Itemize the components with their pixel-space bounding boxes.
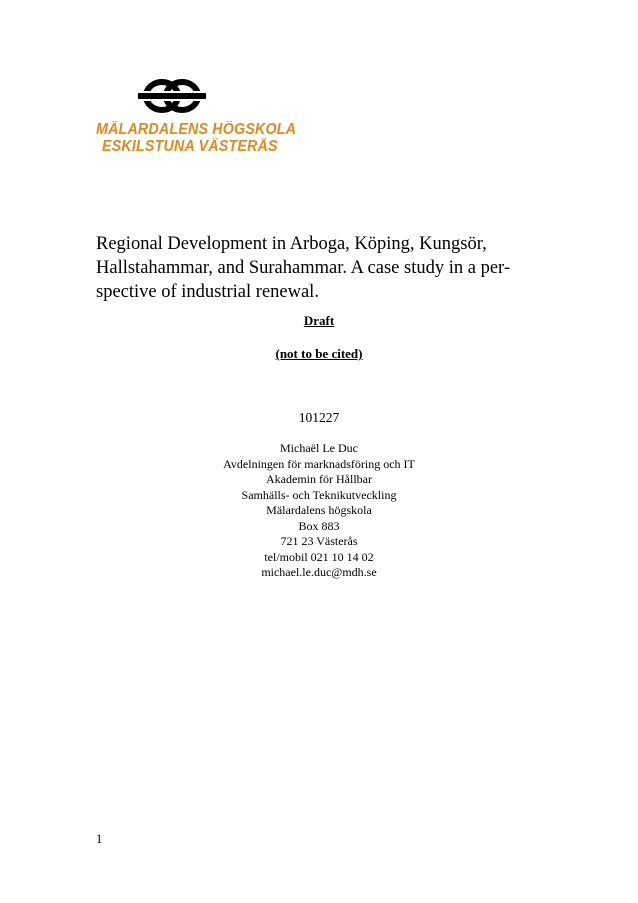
logo-text-line-2: ESKILSTUNA VÄSTERÅS bbox=[102, 138, 278, 155]
document-title: Regional Development in Arboga, Köping, Kungsör, Hallstahammar, and Surahammar. A case study in a per-spective of industrial renewal. bbox=[96, 234, 510, 302]
university-name: Mälardalens högskola bbox=[266, 503, 372, 517]
author-address-block bbox=[0, 441, 638, 581]
document-date: 101227 bbox=[298, 410, 340, 425]
university-logo-icon bbox=[136, 78, 208, 114]
phone-line: tel/mobil 021 10 14 02 bbox=[264, 549, 374, 564]
logo-text-line-1: MÄLARDALENS HÖGSKOLA bbox=[96, 121, 297, 138]
department-line: Avdelningen för marknadsföring och IT bbox=[223, 456, 415, 471]
page-number: 1 bbox=[96, 832, 103, 846]
academy-line-2: Samhälls- och Teknikutveckling bbox=[241, 487, 397, 502]
draft-label: Draft bbox=[303, 313, 335, 328]
po-box: Box 883 bbox=[298, 518, 340, 533]
not-cited-label: (not to be cited) bbox=[275, 346, 363, 361]
email-address: michael.le.duc@mdh.se bbox=[261, 565, 377, 579]
postal-address: 721 23 Västerås bbox=[280, 534, 358, 548]
university-logo bbox=[96, 72, 297, 162]
academy-line-1: Akademin för Hållbar bbox=[266, 472, 372, 486]
author-name: Michaël Le Duc bbox=[280, 441, 358, 455]
